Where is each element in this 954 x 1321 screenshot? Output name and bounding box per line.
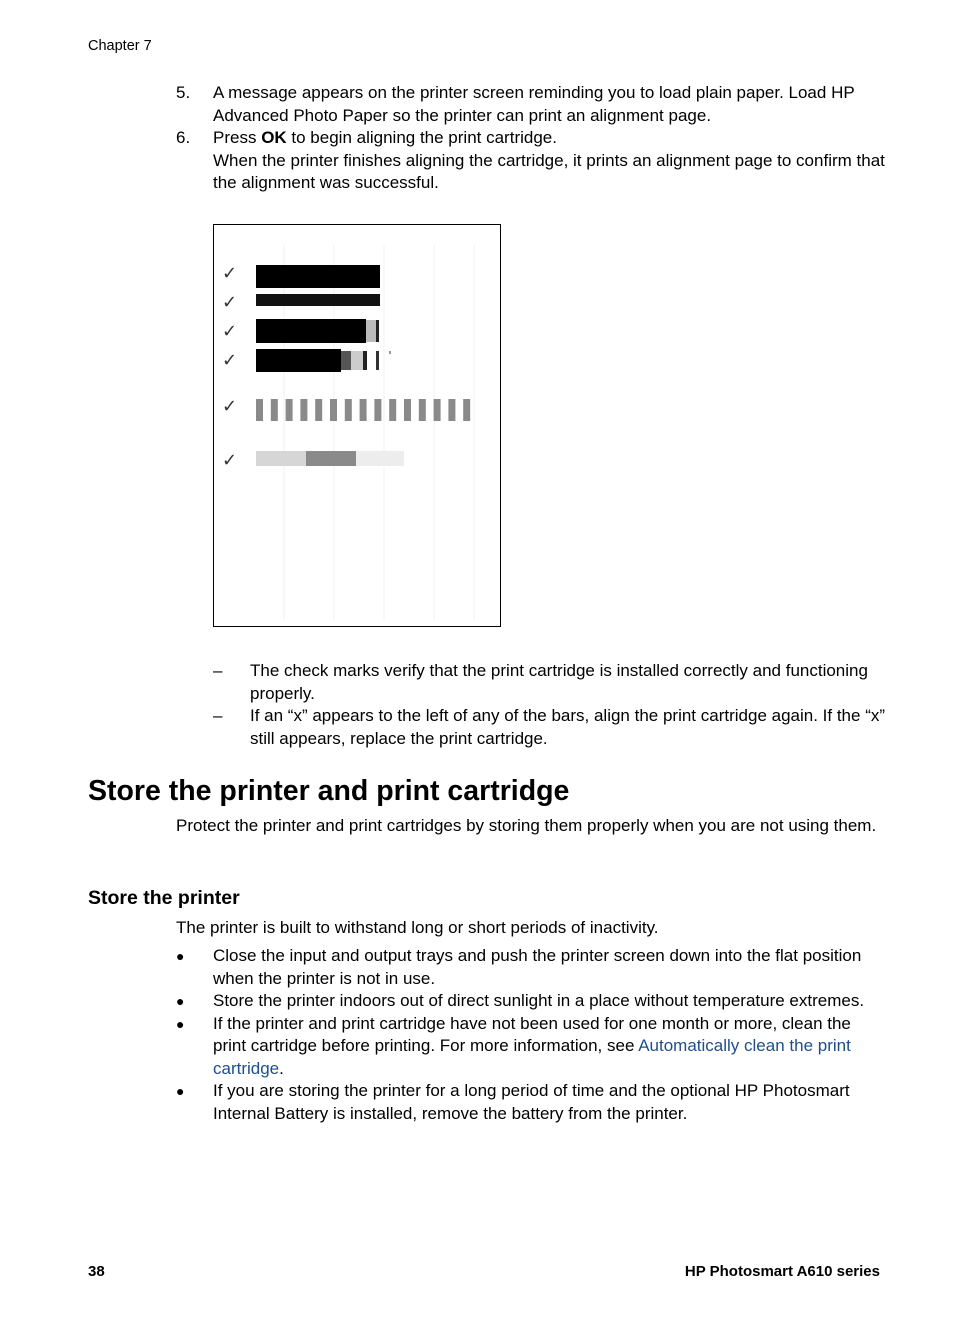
storage-tips-list <box>176 945 886 1125</box>
dash-segment <box>404 399 411 421</box>
gradient-bar-dark <box>306 451 356 466</box>
note-item: – If an “x” appears to the left of any of the bars, align the print cartridge again. If the “x” still appears, replace the print cartridge. <box>213 706 886 748</box>
row-2 <box>222 292 380 312</box>
ok-button-label: OK <box>261 128 287 147</box>
step-detail: When the printer finishes aligning the cartridge, it prints an alignment page to confirm that the alignment was successful. <box>213 150 885 192</box>
dash-segment <box>434 399 441 421</box>
alignment-bar <box>256 265 380 288</box>
alignment-bar <box>256 319 366 343</box>
dash-segment <box>271 399 278 421</box>
step-number: 6. <box>176 128 191 147</box>
dash-segment <box>300 399 307 421</box>
list-item: ● Close the input and output trays and push the printer screen down into the flat position when the printer is not in use. <box>176 946 862 988</box>
dash-segment <box>419 399 426 421</box>
dash-marker: – <box>213 706 223 725</box>
step-6 <box>176 127 886 195</box>
dash-segment <box>463 399 470 421</box>
row-4 <box>222 349 391 372</box>
dash-segment <box>448 399 455 421</box>
bullet-icon: ● <box>176 1015 185 1032</box>
bullet-icon: ● <box>176 948 185 964</box>
section-heading: Store the printer and print cartridge <box>88 775 570 807</box>
check-icon: ✓ <box>222 350 238 370</box>
step-text: Press OK to begin aligning the print cartridge. <box>213 128 557 147</box>
check-icon: ✓ <box>222 292 238 312</box>
dash-segment <box>286 399 293 421</box>
running-head-chapter: Chapter 7 <box>88 38 152 54</box>
step-text: A message appears on the printer screen reminding you to load plain paper. Load HP Advanced Photo Paper so the printer can print an alignment page. <box>213 83 855 125</box>
alignment-bar <box>256 349 341 372</box>
product-name: HP Photosmart A610 series <box>684 1263 880 1280</box>
dash-segment <box>345 399 352 421</box>
dash-segment <box>374 399 381 421</box>
note-item: – The check marks verify that the print cartridge is installed correctly and functioning properly. <box>213 661 868 703</box>
row-3 <box>222 319 379 343</box>
clean-cartridge-link[interactable]: Automatically clean the print cartridge <box>213 1036 851 1078</box>
check-icon: ✓ <box>222 321 238 341</box>
gradient-bar-light <box>256 451 306 466</box>
subsection-intro: The printer is built to withstand long or short periods of inactivity. <box>176 918 659 937</box>
dash-segment <box>315 399 322 421</box>
dashed-bar <box>256 399 470 421</box>
alignment-bar <box>256 294 380 306</box>
alignment-page-illustration <box>214 225 500 626</box>
list-item: ● If the printer and print cartridge have not been used for one month or more, clean the print cartridge before printing. For more information, see Automatically clean the print cartridge. <box>176 1013 851 1078</box>
bullet-icon: ● <box>176 1083 185 1099</box>
alignment-notes <box>213 660 885 750</box>
gradient-bar-lightest <box>356 451 404 466</box>
row-1 <box>222 263 380 288</box>
check-icon: ✓ <box>222 263 238 283</box>
instruction-steps <box>176 82 886 195</box>
list-item: ● Store the printer indoors out of direct sunlight in a place without temperature extremes. <box>176 990 886 1013</box>
check-icon: ✓ <box>222 450 238 470</box>
bullet-icon: ● <box>176 993 185 1009</box>
dash-segment <box>330 399 337 421</box>
step-5 <box>176 82 886 127</box>
dash-marker: – <box>213 661 223 680</box>
subsection-heading: Store the printer <box>88 887 240 909</box>
row-5 <box>222 396 470 421</box>
dash-segment <box>256 399 263 421</box>
section-intro: Protect the printer and print cartridges by storing them properly when you are not using them. <box>176 816 877 835</box>
dash-segment <box>389 399 396 421</box>
alignment-page-figure <box>213 224 501 627</box>
row-6 <box>222 450 404 470</box>
step-number: 5. <box>176 83 191 102</box>
list-item: ● If you are storing the printer for a long period of time and the optional HP Photosmart Internal Battery is installed, remove the battery from the printer. <box>176 1081 850 1123</box>
dash-segment <box>360 399 367 421</box>
page-number: 38 <box>88 1263 105 1280</box>
check-icon: ✓ <box>222 396 238 416</box>
